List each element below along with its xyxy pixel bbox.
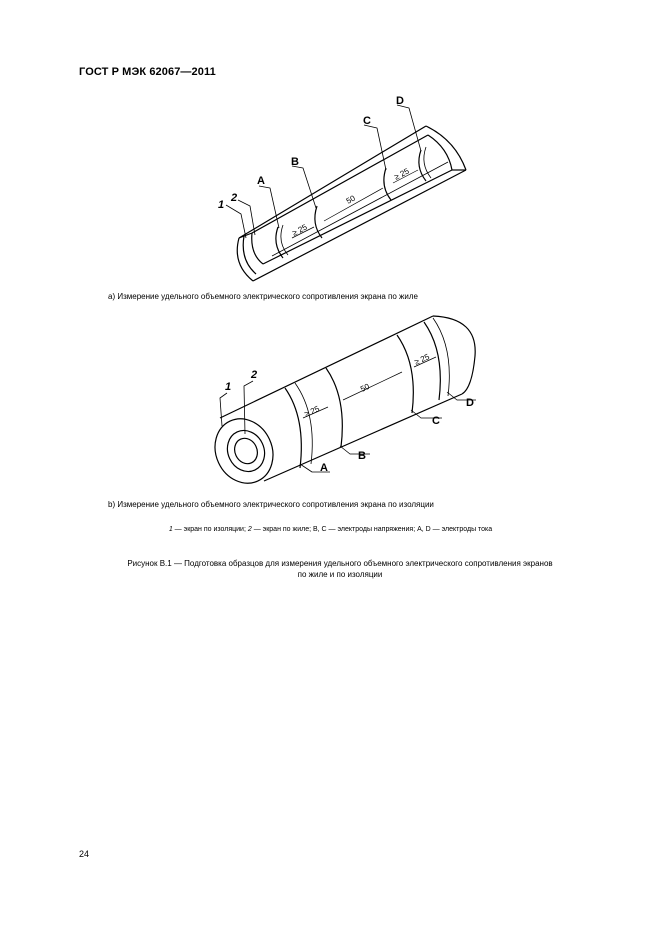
legend-number-1: 1	[168, 526, 173, 533]
legend-text-1: — экран по изоляции;	[172, 526, 248, 533]
label-b: B	[358, 450, 366, 462]
electrode-d-inner	[424, 147, 431, 178]
figure-b	[0, 308, 661, 488]
label-2: 2	[251, 369, 258, 381]
leader-d	[397, 105, 421, 151]
label-b: B	[291, 156, 299, 168]
outer-edge-top	[239, 126, 426, 238]
electrode-c	[397, 335, 413, 413]
conductor-core	[231, 435, 262, 468]
figure-a	[0, 88, 661, 288]
document-header: ГОСТ Р МЭК 62067—2011	[79, 66, 216, 78]
electrode-b	[315, 206, 322, 238]
leader-1	[220, 393, 227, 426]
electrode-c	[384, 168, 391, 200]
page-number: 24	[79, 849, 90, 859]
dim-line-middle	[343, 372, 402, 400]
figure-title	[60, 558, 620, 580]
figure-a-drawing	[0, 88, 661, 288]
figure-a-caption: a) Измерение удельного объемного электрического сопротивления экрана по жиле	[108, 292, 418, 301]
cylinder-far-end	[433, 316, 475, 394]
label-a: A	[320, 462, 328, 474]
leader-c	[364, 125, 386, 170]
dim-right: ≥ 25	[392, 166, 411, 182]
dim-right: ≥ 25	[413, 352, 431, 367]
label-1: 1	[218, 199, 225, 211]
leader-1	[226, 205, 246, 238]
label-c: C	[363, 115, 371, 127]
legend-text-2: — экран по жиле; B, C — электроды напряжения; A, D — электроды тока	[251, 526, 493, 533]
near-end-face	[205, 409, 284, 488]
end-mid-arc	[243, 236, 256, 274]
label-d: D	[396, 95, 404, 107]
dim-line-middle	[324, 188, 383, 221]
legend-number-2: 2	[247, 526, 252, 533]
label-c: C	[432, 415, 440, 427]
far-end-inner-arc	[428, 135, 452, 170]
electrode-b	[326, 368, 342, 447]
screen-outer	[221, 424, 271, 477]
figure-title-line-1: Рисунок B.1 — Подготовка образцов для измерения удельного объемного электрического сопротивления экранов	[127, 559, 553, 568]
dim-left: ≥ 25	[290, 222, 309, 238]
outer-edge-bottom	[253, 170, 466, 281]
electrode-a-inner	[295, 383, 312, 464]
label-a: A	[257, 175, 265, 187]
cylinder-top-edge	[220, 316, 433, 418]
end-inner-arc	[252, 233, 263, 264]
electrode-a	[285, 388, 301, 468]
label-d: D	[466, 397, 474, 409]
figure-b-drawing	[0, 308, 661, 488]
figure-legend	[0, 526, 661, 533]
leader-b	[292, 166, 316, 208]
label-2: 2	[231, 192, 238, 204]
leader-2	[244, 381, 253, 434]
dim-middle: 50	[344, 193, 357, 206]
label-1: 1	[225, 381, 232, 393]
leader-a	[259, 186, 279, 228]
inner-edge-bottom	[263, 170, 452, 264]
figure-title-line-2: по жиле и по изоляции	[297, 570, 383, 579]
dim-middle: 50	[359, 381, 371, 394]
figure-b-caption: b) Измерение удельного объемного электрического сопротивления экрана по изоляции	[108, 500, 434, 509]
cylinder-bottom-edge	[264, 394, 462, 481]
trough-floor	[272, 162, 448, 256]
dim-left: ≥ 25	[303, 404, 321, 419]
inner-edge-top	[252, 135, 428, 233]
